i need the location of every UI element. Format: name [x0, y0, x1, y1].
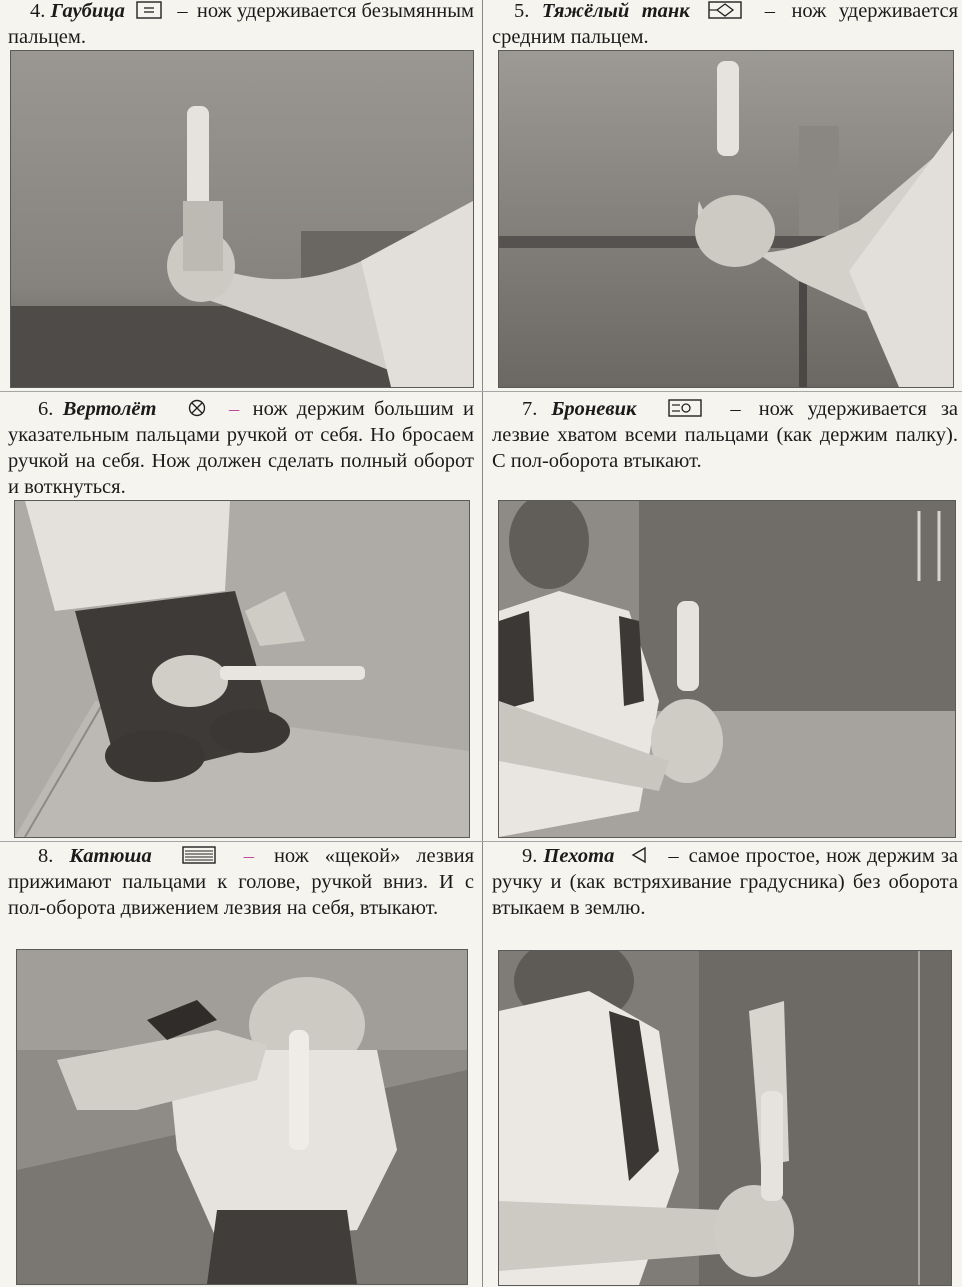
striped-box-icon	[182, 846, 216, 868]
column-divider	[482, 0, 483, 1287]
caption-s8	[8, 843, 474, 921]
section-title: Тяжёлый танк	[541, 0, 690, 22]
photo-s9	[498, 950, 952, 1286]
photo-s6	[14, 500, 470, 838]
section-text: нож «щекой» лезвия прижимают пальцами к голове, ручкой вниз. И с пол-оборота движением лезвия на себя, втыкают.	[8, 845, 475, 919]
photo-s4	[10, 50, 474, 388]
section-number: 8.	[38, 845, 54, 867]
row-divider	[0, 391, 962, 392]
section-dash: –	[668, 845, 679, 867]
section-number: 7.	[522, 398, 538, 420]
photo-s8	[16, 949, 468, 1285]
row-divider	[0, 841, 962, 842]
section-text: самое простое, нож держим за ручку и (как встряхивание градусника) без оборота втыкаем в землю.	[492, 845, 959, 919]
section-dash: –	[764, 0, 775, 22]
lines-box-icon	[136, 1, 162, 23]
section-title: Катюша	[69, 845, 152, 867]
section-title: Вертолёт	[62, 398, 157, 420]
photo-s7	[498, 500, 956, 838]
section-number: 9.	[522, 845, 538, 867]
caption-s9	[492, 843, 958, 921]
section-title: Броневик	[551, 398, 637, 420]
section-text: нож удерживается безымянным пальцем.	[8, 0, 475, 48]
circle-cross-icon	[188, 399, 206, 421]
section-number: 6.	[38, 398, 54, 420]
section-dash: –	[229, 398, 240, 420]
section-dash: –	[730, 398, 741, 420]
diamond-box-icon	[708, 1, 742, 23]
caption-s7	[492, 396, 958, 474]
box-circle-icon	[668, 399, 702, 421]
section-dash: –	[243, 845, 254, 867]
photo-s5	[498, 50, 954, 388]
section-title: Гаубица	[50, 0, 125, 22]
caption-s4	[8, 0, 474, 50]
section-number: 4.	[30, 0, 46, 22]
section-title: Пехота	[543, 845, 615, 867]
section-text: нож удерживается за лезвие хватом всеми пальцами (как держим палку). С пол-оборота втыкают.	[492, 398, 959, 472]
section-text: нож удерживается средним пальцем.	[492, 0, 959, 48]
section-text: нож держим большим и указательным пальцами ручкой от себя. Но бросаем ручкой на себя. Нож должен сделать полный оборот и воткнуться.	[8, 398, 474, 498]
caption-s5	[492, 0, 958, 50]
triangle-left-icon	[630, 846, 648, 868]
caption-s6	[8, 396, 474, 500]
section-number: 5.	[514, 0, 530, 22]
section-dash: –	[177, 0, 188, 22]
